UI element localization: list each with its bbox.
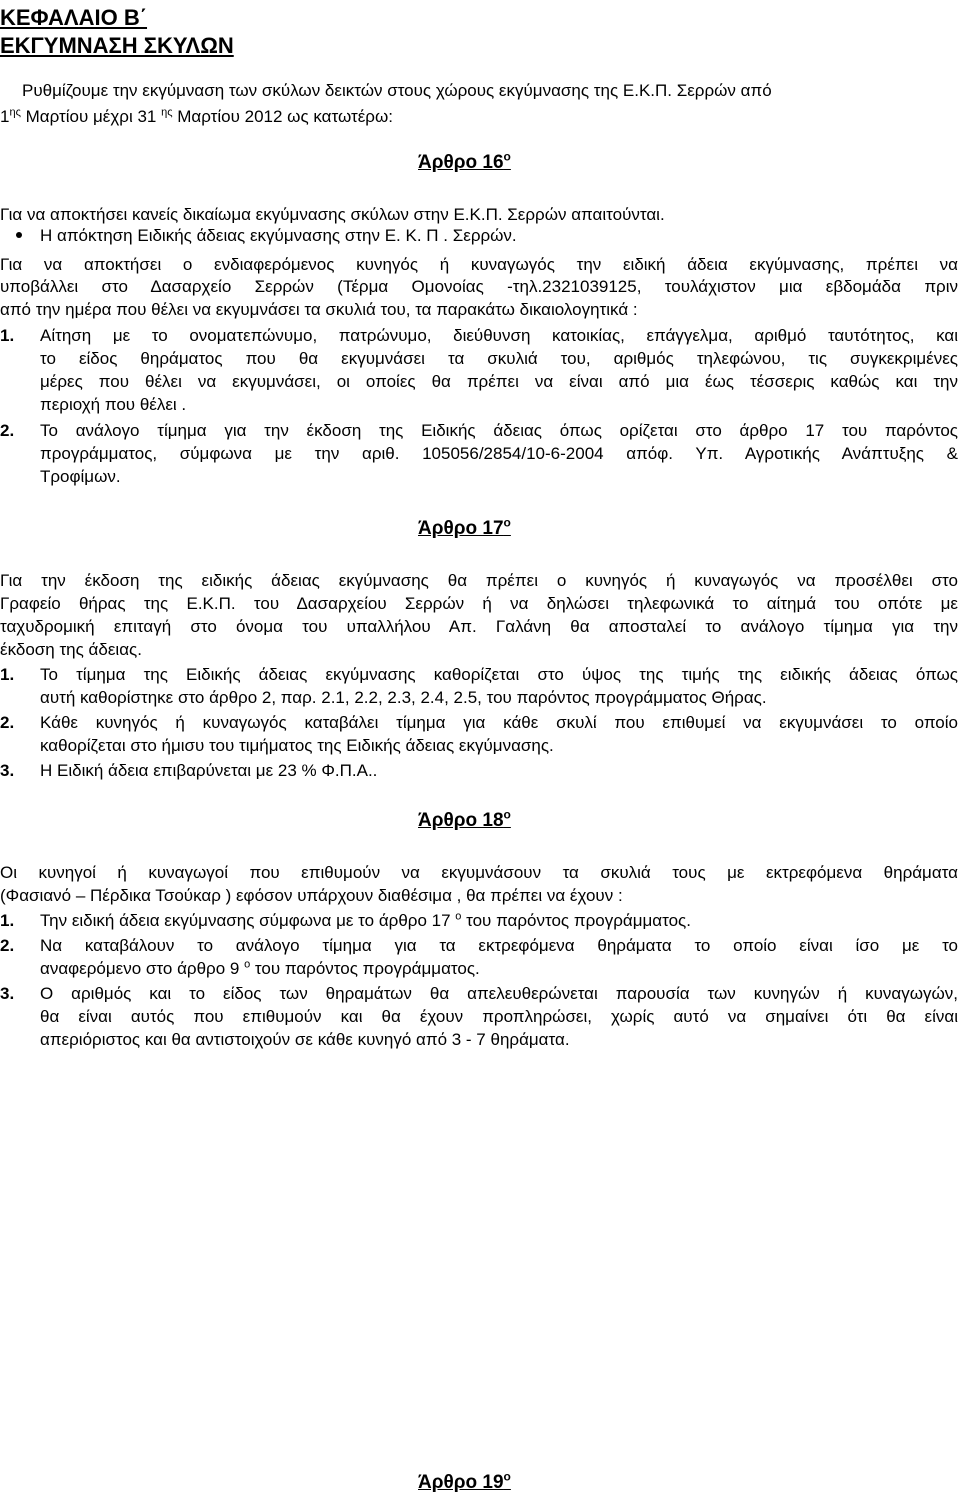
article-18-heading: Άρθρο $18^o$ (418, 807, 511, 831)
list-number: 3. (0, 984, 15, 1003)
article-16-item-1-line-4: περιοχή που θέλει . (40, 395, 187, 414)
article-16-para-line-2: υποβάλλει στο Δασαρχείο Σερρών (Τέρμα Ομονοίας -τηλ.2321039125, τουλάχιστον μια εβδομάδα πριν (0, 277, 958, 296)
intro-line-2: $1^{\eta\varsigma}$ Μαρτίου μέχρι 31 $^{\eta\varsigma}$ Μαρτίου 2012 ως κατωτέρω: (0, 106, 393, 126)
article-16-item-1-line-1: Αίτηση με το ονοματεπώνυμο, πατρώνυμο, διεύθυνση κατοικίας, επάγγελμα, αριθμό ταυτότητος, και (40, 326, 958, 345)
article-18-item-3-line-1: Ο αριθμός και το είδος των θηραμάτων θα απελευθερώνεται παρουσία των κυνηγών ή κυναγωγών, (40, 984, 958, 1003)
bullet-dot (16, 232, 22, 238)
list-number: 1. (0, 665, 15, 684)
article-16-bullet: Η απόκτηση Ειδικής άδειας εκγύμνασης στην Ε. Κ. Π . Σερρών. (40, 226, 517, 245)
intro-line-1: Ρυθμίζουμε την εκγύμναση των σκύλων δεικτών στους χώρους εκγύμνασης της Ε.Κ.Π. Σερρών από (22, 81, 772, 100)
list-number: 2. (0, 936, 15, 955)
article-16-item-2-line-2: προγράμματος, σύμφωνα με την αριθ. 105056/2854/10-6-2004 απόφ. Υπ. Αγροτικής Ανάπτυξης & (40, 444, 958, 463)
article-18-item-3-line-2: θα είναι αυτός που επιθυμούν και θα έχουν προπληρώσει, χωρίς αυτό να σημαίνει ότι θα είναι (40, 1007, 958, 1026)
article-17-item-2-line-1: Κάθε κυνηγός ή κυναγωγός καταβάλει τίμημα για κάθε σκυλί που επιθυμεί να εκγυμνάσει το οποίο (40, 713, 958, 732)
list-number: 1. (0, 911, 15, 930)
list-number: 2. (0, 713, 15, 732)
article-16-intro: Για να αποκτήσει κανείς δικαίωμα εκγύμνασης σκύλων στην Ε.Κ.Π. Σερρών απαιτούνται. (0, 205, 665, 224)
article-17-para-line-3: ταχυδρομική επιταγή στο όνομα του υπαλλήλου Απ. Γαλάνη θα αποσταλεί το ανάλογο τίμημα για την (0, 617, 958, 636)
list-number: 2. (0, 421, 15, 440)
article-17-item-3-line-1: Η Ειδική άδεια επιβαρύνεται με 23 % Φ.Π.Α.. (40, 761, 378, 780)
article-17-para-line-1: Για την έκδοση της ειδικής άδειας εκγύμνασης θα πρέπει ο κυνηγός ή κυναγωγός να προσέλθει στο (0, 571, 958, 590)
article-18-item-2-line-1: Να καταβάλουν το ανάλογο τίμημα για τα εκτρεφόμενα θηράματα το οποίο είναι ίσο με το (40, 936, 958, 955)
article-16-item-2-line-1: Το ανάλογο τίμημα για την έκδοση της Ειδικής άδειας όπως ορίζεται στο άρθρο 17 του παρόντος (40, 421, 958, 440)
article-18-para-line-2: (Φασιανό – Πέρδικα Τσούκαρ ) εφόσον υπάρχουν διαθέσιμα , θα πρέπει να έχουν : (0, 886, 623, 905)
article-16-item-2-line-3: Τροφίμων. (40, 467, 121, 486)
article-17-item-2-line-2: καθορίζεται στο ήμισυ του τιμήματος της Ειδικής άδειας εκγύμνασης. (40, 736, 554, 755)
article-19-heading: Άρθρο $19^o$ (418, 1469, 511, 1493)
article-17-para-line-4: έκδοση της άδειας. (0, 640, 142, 659)
article-18-item-1-line-1: Την ειδική άδεια εκγύμνασης σύμφωνα με το άρθρο 17 $^o$ του παρόντος προγράμματος. (40, 910, 691, 930)
article-17-heading: Άρθρο $17^o$ (418, 515, 511, 539)
article-17-item-1-line-1: Το τίμημα της Ειδικής άδειας εκγύμνασης καθορίζεται στο ύψος της τιμής της ειδικής άδειας όπως (40, 665, 958, 684)
article-17-item-1-line-2: αυτή καθορίστηκε στο άρθρο 2, παρ. 2.1, 2.2, 2.3, 2.4, 2.5, του παρόντος προγράμματος Θήρας. (40, 688, 767, 707)
article-16-para-line-3: από την ημέρα που θέλει να εκγυμνάσει τα σκυλιά του, τα παρακάτω δικαιολογητικά : (0, 300, 638, 319)
chapter-subtitle: ΕΚΓΥΜΝΑΣΗ ΣΚΥΛΩΝ (0, 33, 234, 58)
list-number: 3. (0, 761, 15, 780)
article-18-para-line-1: Οι κυνηγοί ή κυναγωγοί που επιθυμούν να εκγυμνάσουν τα σκυλιά τους με εκτρεφόμενα θηράματα (0, 863, 958, 882)
article-16-para-line-1: Για να αποκτήσει ο ενδιαφερόμενος κυνηγός ή κυναγωγός την ειδική άδεια εκγύμνασης, πρέπει να (0, 255, 958, 274)
article-17-para-line-2: Γραφείο θήρας της Ε.Κ.Π. του Δασαρχείου Σερρών ή να δηλώσει τηλεφωνικά το αίτημά του οπότε με (0, 594, 958, 613)
article-18-item-3-line-3: απεριόριστος και θα αντιστοιχούν σε κάθε κυνηγό από 3 - 7 θηράματα. (40, 1030, 570, 1049)
article-18-item-2-line-2: αναφερόμενο στο άρθρο 9 $^o$ του παρόντος προγράμματος. (40, 958, 480, 978)
article-16-item-1-line-3: μέρες που θέλει να εκγυμνάσει, οι οποίες θα πρέπει να είναι από μια έως τέσσερις καθώς και την (40, 372, 958, 391)
chapter-title: ΚΕΦΑΛΑΙΟ Β΄ (0, 5, 148, 30)
article-16-heading: Άρθρο $16^o$ (418, 149, 511, 173)
article-16-item-1-line-2: το είδος θηράματος που θα εκγυμνάσει τα σκυλιά του, αριθμός τηλεφώνου, τις συγκεκριμένες (40, 349, 958, 368)
list-number: 1. (0, 326, 15, 345)
